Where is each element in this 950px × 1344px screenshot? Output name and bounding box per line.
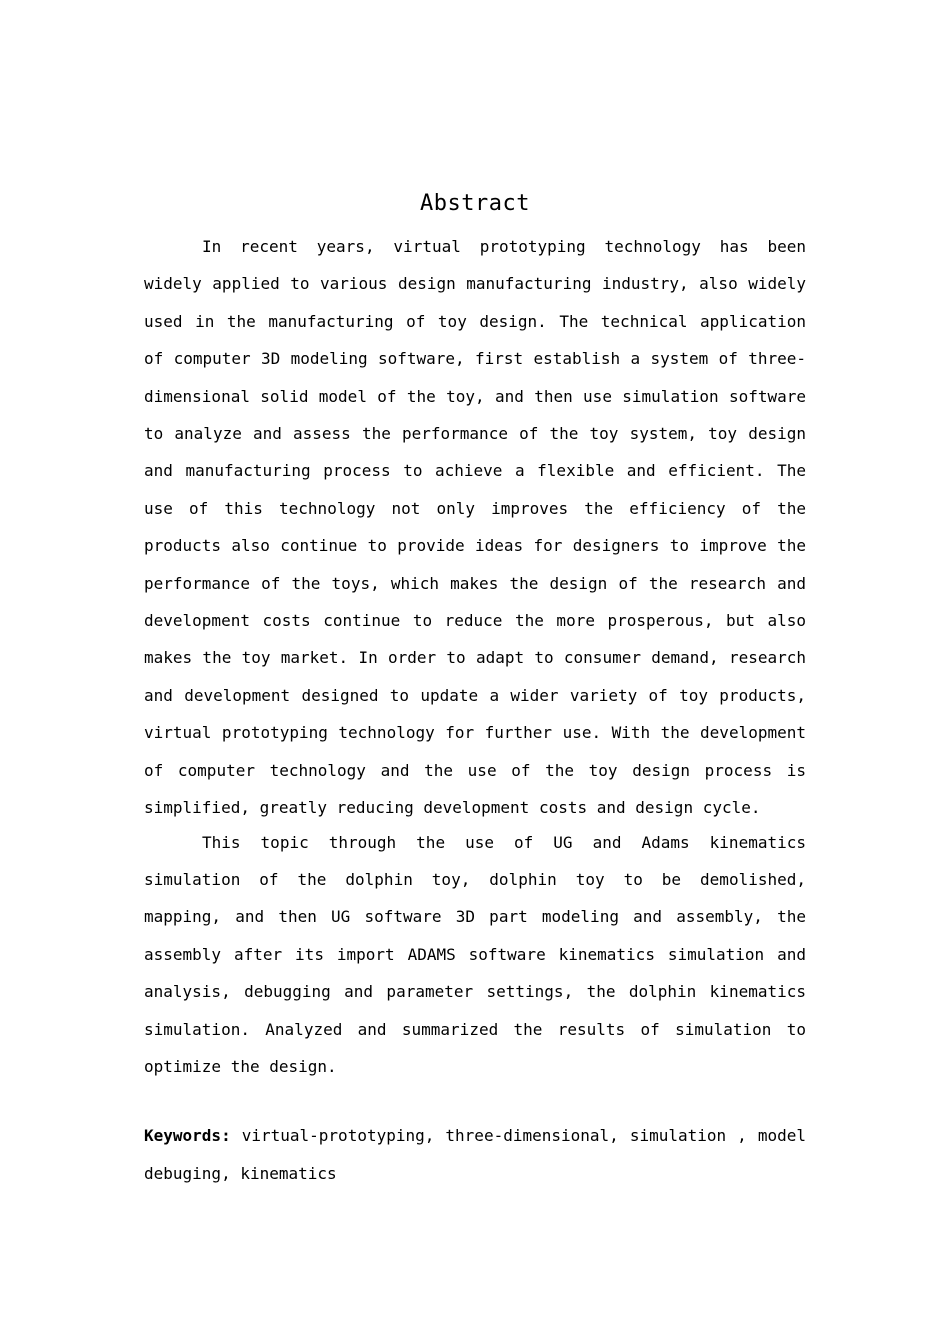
keywords-label: Keywords:: [144, 1126, 231, 1146]
abstract-page: [144, 186, 806, 1192]
abstract-paragraph-2: This topic through the use of UG and Adams kinematics simulation of the dolphin toy, dolphin toy to be demolished, mapping, and then UG software 3D part modeling and assembly, the assembly after its import ADAMS software kinematics simulation and analysis, debugging and parameter settings, the dolphin kinematics simulation. Analyzed and summarized the results of simulation to optimize the design.: [144, 832, 806, 1076]
abstract-paragraph-1: In recent years, virtual prototyping technology has been widely applied to various design manufacturing industry, also widely used in the manufacturing of toy design. The technical application of computer 3D modeling software, first establish a system of three-dimensional solid model of the toy, and then use simulation software to analyze and assess the performance of the toy system, toy design and manufacturing process to achieve a flexible and efficient. The use of this technology not only improves the efficiency of the products also continue to provide ideas for designers to improve the performance of the toys, which makes the design of the research and development costs continue to reduce the more prosperous, but also makes the toy market. In order to adapt to consumer demand, research and development designed to update a wider variety of toy products, virtual prototyping technology for further use. With the development of computer technology and the use of the toy design process is simplified, greatly reducing development costs and design cycle.: [144, 237, 806, 818]
keywords-line: [144, 1117, 806, 1192]
keywords-text: virtual-prototyping, three-dimensional, simulation , model debuging, kinematics: [144, 1126, 806, 1183]
page-title: Abstract: [420, 191, 530, 216]
